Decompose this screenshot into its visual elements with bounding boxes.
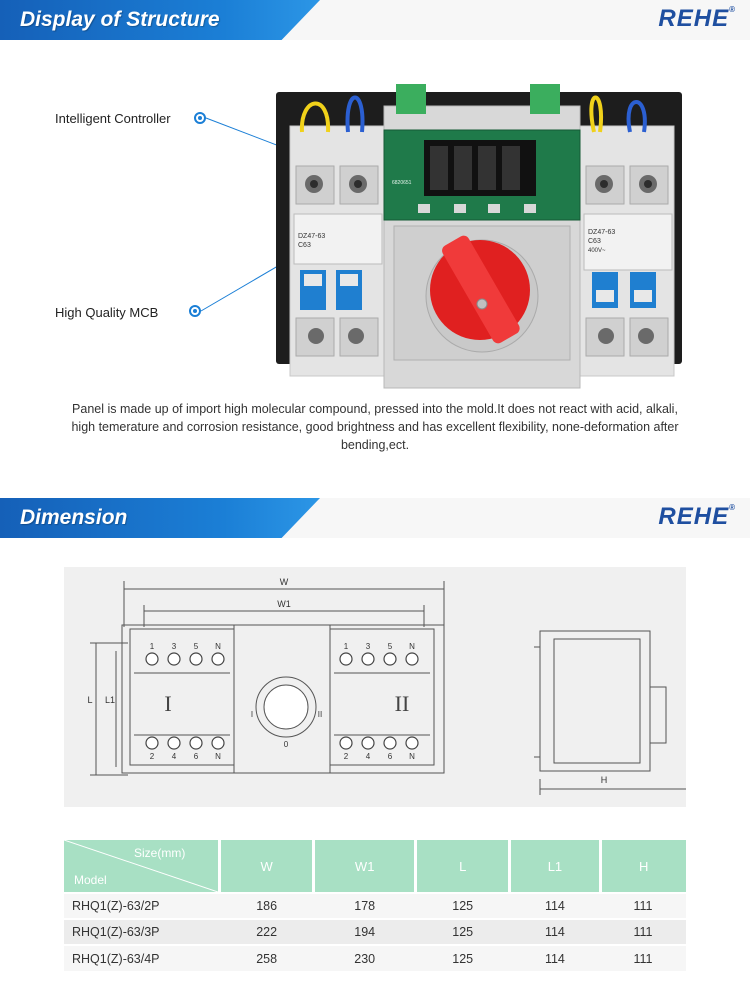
table-cell: 186 bbox=[220, 893, 314, 919]
col-header-l: L bbox=[416, 840, 510, 893]
terminal-bottom-left-4: N bbox=[215, 752, 221, 761]
terminal-top-right-2: 3 bbox=[365, 642, 371, 651]
header-size-label: Size(mm) bbox=[134, 846, 186, 860]
terminal-top-right-4: N bbox=[409, 642, 415, 651]
table-cell: 125 bbox=[416, 893, 510, 919]
terminal-bottom-left-3: 6 bbox=[193, 752, 199, 761]
mcb-right-rating: C63 bbox=[588, 238, 601, 245]
col-header-h: H bbox=[600, 840, 686, 893]
table-row bbox=[64, 945, 686, 971]
dim-label-h: H bbox=[600, 775, 608, 785]
table-cell: 222 bbox=[220, 919, 314, 945]
table-cell: 114 bbox=[510, 893, 600, 919]
brand-logo-text: REHE bbox=[658, 5, 730, 32]
table-cell-model: RHQ1(Z)-63/3P bbox=[64, 919, 220, 945]
structure-title: Display of Structure bbox=[20, 8, 220, 31]
table-cell-model: RHQ1(Z)-63/2P bbox=[64, 893, 220, 919]
terminal-bottom-right-1: 2 bbox=[343, 752, 349, 761]
table-header-row bbox=[64, 840, 686, 893]
table-cell: 178 bbox=[314, 893, 416, 919]
dim-label-w: W bbox=[279, 577, 289, 587]
callout-high-quality-mcb: High Quality MCB bbox=[55, 305, 159, 320]
table-cell: 111 bbox=[600, 893, 686, 919]
terminal-top-left-3: 5 bbox=[193, 642, 199, 651]
registered-mark: ® bbox=[729, 5, 736, 14]
table-cell: 114 bbox=[510, 919, 600, 945]
table-row bbox=[64, 893, 686, 919]
terminal-bottom-right-2: 4 bbox=[365, 752, 371, 761]
col-header-l1: L1 bbox=[510, 840, 600, 893]
terminal-bottom-left-2: 4 bbox=[171, 752, 177, 761]
header-diagonal bbox=[64, 840, 218, 892]
structure-description: Panel is made up of import high molecular compound, pressed into the mold.It does not react with acid, alkali, high temerature and corrosion resistance, good brightness and has excellent flexibility, none-deformation after bending,ect. bbox=[71, 402, 679, 452]
callout-intelligent-controller: Intelligent Controller bbox=[55, 111, 171, 126]
table-row bbox=[64, 919, 686, 945]
table-cell: 125 bbox=[416, 945, 510, 971]
dimension-drawing bbox=[64, 567, 686, 807]
table-cell: 111 bbox=[600, 919, 686, 945]
table-cell-model: RHQ1(Z)-63/4P bbox=[64, 945, 220, 971]
registered-mark: ® bbox=[729, 503, 736, 512]
roman-left-label: I bbox=[164, 691, 172, 716]
table-cell: 114 bbox=[510, 945, 600, 971]
dim-label-w1: W1 bbox=[277, 599, 291, 609]
table-cell: 194 bbox=[314, 919, 416, 945]
controller-serial: 6820651 bbox=[392, 180, 412, 186]
table-cell: 230 bbox=[314, 945, 416, 971]
terminal-bottom-right-4: N bbox=[409, 752, 415, 761]
mcb-left-model: DZ47-63 bbox=[298, 233, 326, 240]
terminal-bottom-left-1: 2 bbox=[149, 752, 155, 761]
dimension-table bbox=[64, 840, 686, 971]
switch-mark-2: II bbox=[317, 710, 323, 719]
dimension-title: Dimension bbox=[20, 506, 128, 529]
product-photo bbox=[0, 40, 750, 400]
terminal-top-left-4: N bbox=[215, 642, 221, 651]
col-header-w1: W1 bbox=[314, 840, 416, 893]
roman-right-label: II bbox=[394, 691, 410, 716]
table-cell: 125 bbox=[416, 919, 510, 945]
mcb-left-rating: C63 bbox=[298, 242, 311, 249]
structure-header bbox=[0, 0, 750, 40]
mcb-right-model: DZ47-63 bbox=[588, 229, 616, 236]
brand-logo-text: REHE bbox=[658, 503, 730, 530]
terminal-top-right-3: 5 bbox=[387, 642, 393, 651]
header-model-label: Model bbox=[74, 873, 107, 887]
dimension-header bbox=[0, 498, 750, 538]
switch-mark-0: 0 bbox=[283, 740, 289, 749]
terminal-top-right-1: 1 bbox=[343, 642, 349, 651]
switch-mark-1: I bbox=[250, 710, 254, 719]
terminal-top-left-1: 1 bbox=[149, 642, 155, 651]
table-cell: 111 bbox=[600, 945, 686, 971]
terminal-bottom-right-3: 6 bbox=[387, 752, 393, 761]
model-size-header bbox=[64, 840, 220, 893]
brand-logo bbox=[658, 5, 736, 33]
terminal-top-left-2: 3 bbox=[171, 642, 177, 651]
dim-label-l: L bbox=[87, 695, 93, 705]
mcb-right-voltage: 400V~ bbox=[588, 248, 606, 254]
brand-logo bbox=[658, 503, 736, 531]
col-header-w: W bbox=[220, 840, 314, 893]
table-cell: 258 bbox=[220, 945, 314, 971]
dim-label-l1: L1 bbox=[104, 695, 116, 705]
